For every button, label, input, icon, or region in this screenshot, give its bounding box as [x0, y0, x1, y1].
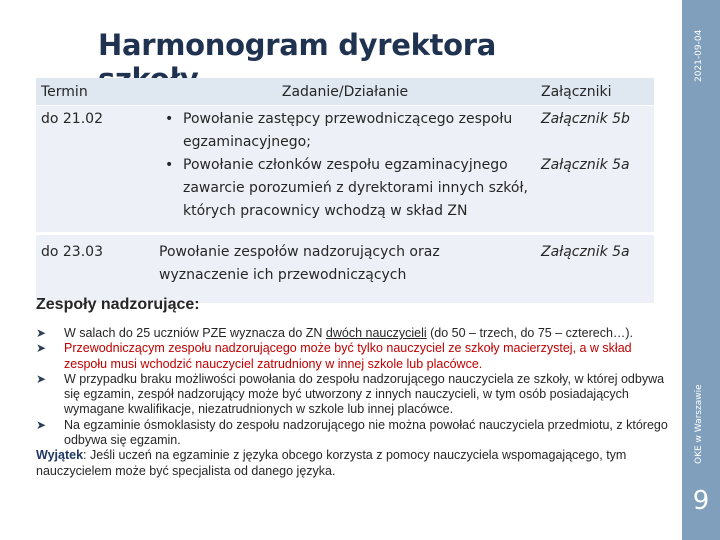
organization-label: OKE w Warszawie [694, 384, 704, 464]
rule-item: ➤ W salach do 25 uczniów PZE wyznacza do ZN dwóch nauczycieli (do 50 – trzech, do 75 – czterech…). [36, 326, 676, 341]
header-termin: Termin [36, 78, 154, 106]
section-heading: Zespoły nadzorujące: [36, 296, 200, 313]
rule-item: ➤ Przewodniczącym zespołu nadzorującego może być tylko nauczyciel ze szkoły macierzystej, a w skład zespołu musi wchodzić nauczyciel zatrudniony w innej szkole lub placówce. [36, 341, 676, 372]
task-item: • Powołanie członków zespołu egzaminacyjnego zawarcie porozumień z dyrektorami innych szkół, których pracownicy wchodzą w skład ZN [183, 154, 531, 223]
exception-label: Wyjątek [36, 448, 84, 463]
table-header-row [36, 78, 654, 106]
attachment-cell [536, 106, 654, 234]
schedule-table [36, 78, 654, 303]
task-cell [154, 106, 536, 234]
attachment-label: Załącznik 5b [541, 111, 630, 127]
slide-date: 2021-09-04 [694, 29, 704, 82]
rule-item: ➤ W przypadku braku możliwości powołania do zespołu nadzorującego nauczyciela ze szkoły, w której odbywa się egzamin, zespół nadzorujący może być utworzony z innych nauczycieli, w tym osób posiadających wymagane kwalifikacje, niezatrudnionych w szkole lub innej placówce. [36, 372, 676, 418]
attachment-label: Załącznik 5a [541, 157, 630, 173]
attachment-cell: Załącznik 5a [536, 234, 654, 304]
termin-cell: do 23.03 [36, 234, 154, 304]
task-item: • Powołanie zastępcy przewodniczącego zespołu egzaminacyjnego; [183, 108, 531, 154]
table-row [36, 106, 654, 234]
page-number: 9 [692, 486, 710, 516]
table-row [36, 234, 654, 304]
termin-cell: do 21.02 [36, 106, 154, 234]
header-zadanie: Zadanie/Działanie [154, 78, 536, 106]
rules-list [36, 326, 676, 479]
exception-note: Wyjątek: Jeśli uczeń na egzaminie z języka obcego korzysta z pomocy nauczyciela wspomagającego, tym nauczycielem może być specjalista od danego języka. [36, 448, 627, 478]
rule-item: ➤ Na egzaminie ósmoklasisty do zespołu nadzorującego nie można powołać nauczyciela przedmiotu, z którego odbywa się egzamin. [36, 418, 676, 449]
underlined-text: dwóch nauczycieli [325, 326, 427, 340]
task-cell: Powołanie zespołów nadzorujących oraz wyznaczenie ich przewodniczących [154, 234, 536, 304]
slide-title: Harmonogram dyrektora [98, 28, 497, 62]
header-zalaczniki: Załączniki [536, 78, 654, 106]
